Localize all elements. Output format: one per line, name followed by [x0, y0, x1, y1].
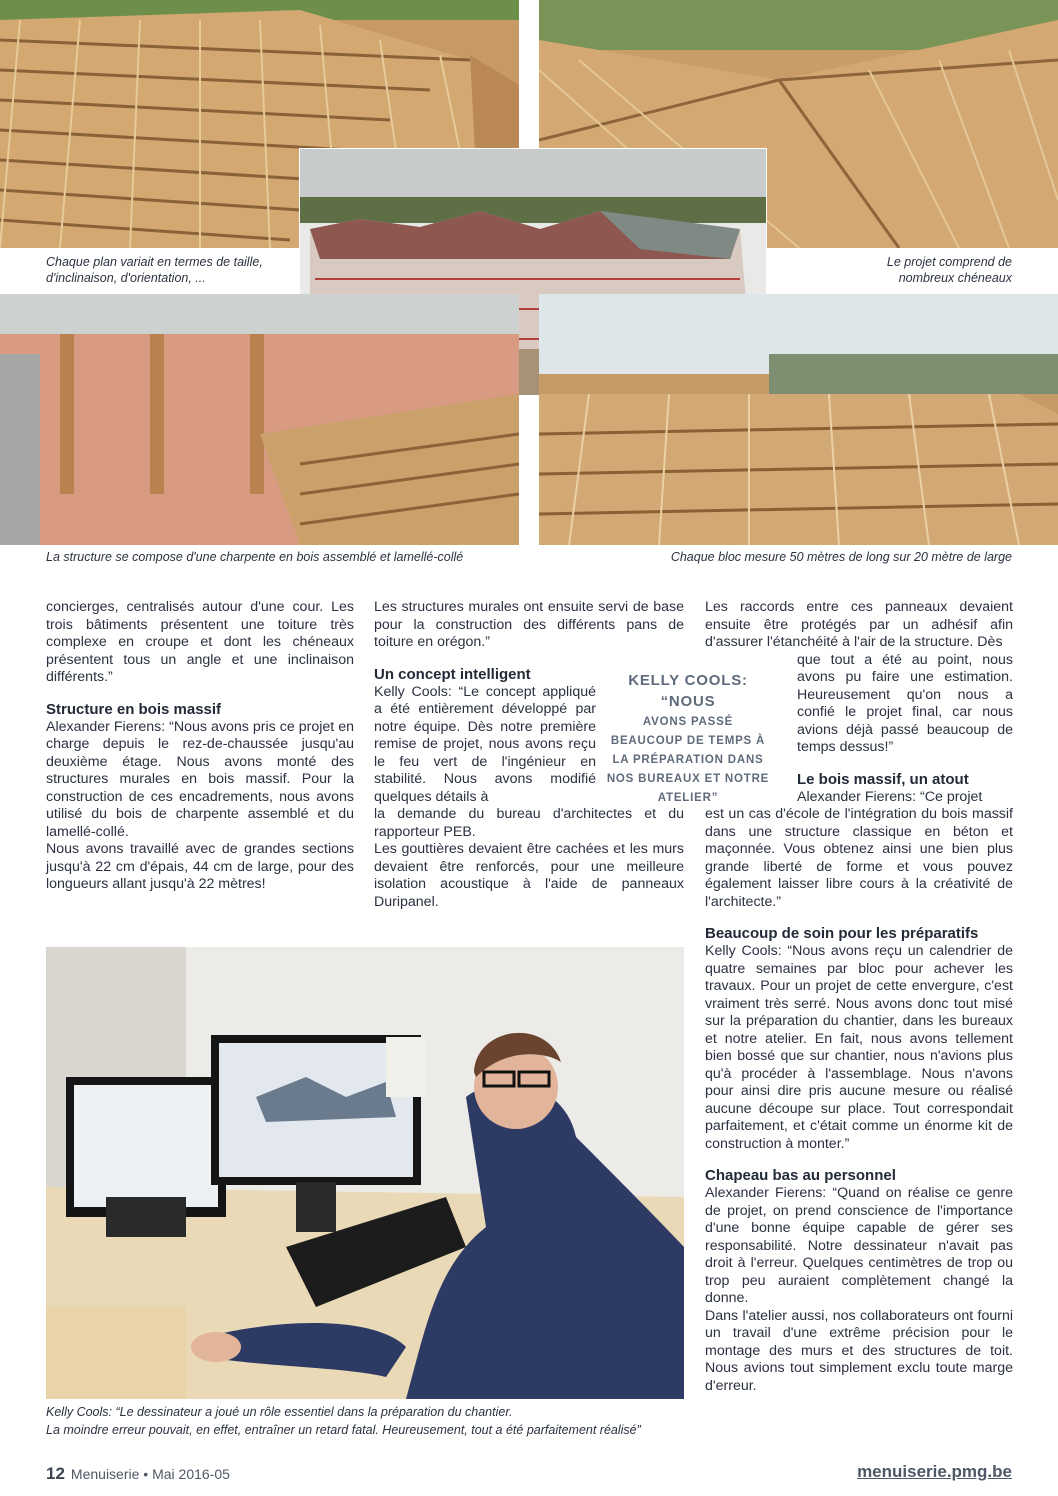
col1-paragraph: Alexander Fierens: “Nous avons pris ce projet en charge depuis le rez-de-chaussée jusqu'au deuxième étage. Nous avons monté des structures murales en bois massif. Pour la construction de ces encadrements, nous avons utilisé du bois de charpente assemblé et du lamellé-collé.: [46, 718, 354, 840]
caption-portrait-line2: La moindre erreur pouvait, en effet, entraîner un retard fatal. Heureusement, tout a été parfaitement réalisé”: [46, 1423, 641, 1437]
caption-bottom-right: Chaque bloc mesure 50 mètres de long sur 20 mètre de large: [670, 550, 1012, 564]
page-number: 12: [46, 1464, 65, 1483]
pull-quote-lead: KELLY COOLS: “NOUS: [628, 672, 748, 710]
footer-publication: [46, 1464, 230, 1484]
col3-paragraph: Les raccords entre ces panneaux devaient ensuite être protégés par un adhésif afin d'assurer l'étanchéité à l'air de la structure. Dès: [705, 599, 1013, 650]
col3-paragraph: Kelly Cools: “Nous avons reçu un calendrier de quatre semaines par bloc pour achever les travaux. Pour un projet de cette envergure, c'est vraiment très serré. Nous avons donc tout misé sur la préparation du chantier, dans les bureaux et notre atelier. En fait, nous avons tellement bien bossé que sur chantier, nous n'avions plus qu'à procéder à l'assemblage. Nous n'avons pour ainsi dire pris aucune mesure ou réalisé aucune découpe sur place. Tout correspondait parfaitement, et c'était comme un énorme kit de construction à monter.”: [705, 943, 1013, 1152]
article-column-1: [46, 599, 354, 894]
subheading-concept-intelligent: Un concept intelligent: [374, 665, 531, 683]
caption-bottom-left: La structure se compose d'une charpente en bois assemblé et lamellé-collé: [46, 550, 464, 564]
col2-paragraph: la demande du bureau d'architectes et du rapporteur PEB.: [374, 806, 684, 840]
publication-name: Menuiserie • Mai 2016-05: [70, 1466, 230, 1482]
subheading-chapeau-bas: Chapeau bas au personnel: [705, 1167, 896, 1184]
col1-paragraph: Nous avons travaillé avec de grandes sections jusqu'à 22 cm d'épais, 44 cm de large, pour des longueurs allant jusqu'à 22 mètres!: [46, 841, 354, 892]
article-column-3: [705, 599, 1013, 1395]
subheading-soin-preparatifs: Beaucoup de soin pour les préparatifs: [705, 925, 979, 942]
photo-kelly-cools-desk: [46, 947, 684, 1399]
footer-website-link[interactable]: menuiserie.pmg.be: [857, 1462, 1012, 1481]
pull-quote-text: AVONS PASSÉ BEAUCOUP DE TEMPS À LA PRÉPARATION DANS NOS BUREAUX ET NOTRE ATELIER”: [606, 716, 770, 804]
col3-paragraph: que tout a été au point, nous avons pu faire une estimation. Heureusement qu'on nous a confié le projet final, car nous avions déjà passé beaucoup de temps dessus!”: [797, 651, 1013, 755]
subheading-bois-massif-atout: Le bois massif, un atout: [797, 770, 969, 788]
caption-top-left: Chaque plan variait en termes de taille, d'inclinaison, d'orientation, ...: [46, 255, 263, 285]
col1-paragraph: concierges, centralisés autour d'une cour. Les trois bâtiments présentent une toiture très complexe en croupe et dont les chéneaux présentent tous un angle et une inclinaison différents.”: [46, 599, 354, 685]
col2-paragraph: Les structures murales ont ensuite servi de base pour la construction des différents pans de toiture en orégon.”: [374, 599, 684, 650]
col3-paragraph: Dans l'atelier aussi, nos collaborateurs ont fourni un travail d'une extrême précision pour le montage des murs et des structures de toit. Nous avions tout simplement exclu toute marge d'erreur.: [705, 1307, 1013, 1394]
caption-portrait-line1: Kelly Cools: “Le dessinateur a joué un rôle essentiel dans la préparation du chantier.: [46, 1405, 513, 1419]
col3-paragraph: est un cas d'école de l'intégration du bois massif dans une structure classique en béton et maçonnée. Vous obtenez ainsi une bien plus grande liberté de forme et vous pouvez également laisser libre cours à la créativité de l'architecte.”: [705, 806, 1013, 910]
subheading-structure-bois-massif: Structure en bois massif: [46, 700, 222, 718]
photo-structure-bottom-left: [0, 294, 519, 545]
col2-paragraph: Les gouttières devaient être cachées et les murs devaient être renforcés, pour une meilleure isolation acoustique à l'aide de panneaux Duripanel.: [374, 841, 684, 910]
photo-roof-bottom-right: [539, 294, 1058, 545]
col3-paragraph: Alexander Fierens: “Ce projet: [797, 788, 983, 805]
col3-paragraph: Alexander Fierens: “Quand on réalise ce genre de projet, on prend conscience de l'importance d'une bonne équipe capable de gérer ses responsabilité. Notre dessinateur n'avait pas droit à l'erreur. Quelques centimètres de trop ou trop peu auraient complètement changé la donne.: [705, 1185, 1013, 1306]
col2-paragraph: Kelly Cools: “Le concept appliqué a été entièrement développé par notre équipe. Dès notre première remise de projet, nous avons reçu le feu vert de l'ingénieur en stabilité. Nous avons modifié quelques détails à: [374, 683, 596, 805]
caption-portrait: [46, 1403, 686, 1439]
caption-top-right: Le projet comprend de nombreux chéneaux: [886, 255, 1012, 285]
